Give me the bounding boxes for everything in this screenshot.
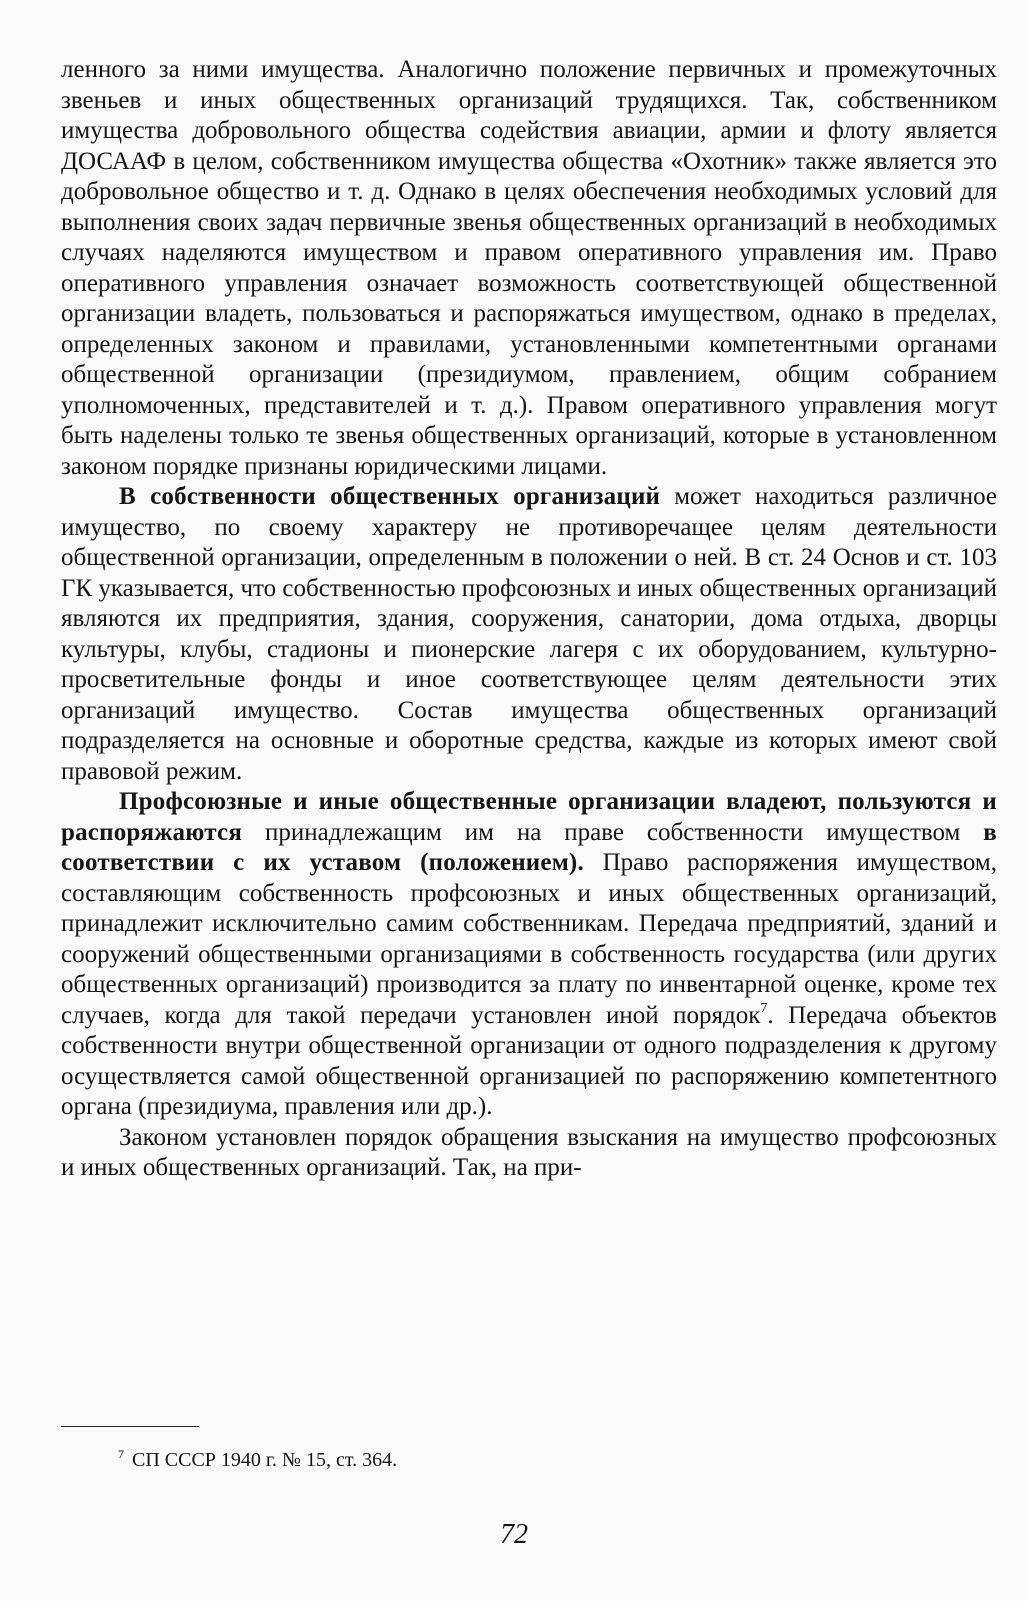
page-number: 72 (500, 1519, 528, 1550)
footnote-marker: 7 (118, 1447, 124, 1461)
paragraph (61, 55, 997, 482)
paragraph-text: может находиться различное имущество, по своему характеру не противоречащее целям деятельности общественной организации, определенным в положении о ней. В ст. 24 Основ и ст. 103 ГК указывается, что собственностью профсоюзных и иных общественных организаций являются их предприятия, здания, сооружения, санатории, дома отдыха, дворцы культуры, клубы, стадионы и пионерские лагеря с их оборудованием, культурно-просветительные фонды и иное соответствующее целям деятельности этих организаций имущество. Состав имущества общественных организаций подразделяется на основные и оборотные средства, каждые из которых имеют свой правовой режим. (61, 483, 998, 785)
body-text (61, 55, 997, 1184)
emphasized-text: в соответствии с их уставом (положением). (61, 818, 997, 876)
paragraph-text: Законом установлен порядок обращения взыскания на имущество профсоюзных и иных общественных организаций. Так, на при- (61, 1123, 997, 1181)
paragraph-text: ленного за ними имущества. Аналогично положение первичных и промежуточных звеньев и иных общественных организаций трудящихся. Так, собственником имущества добровольного общества содействия авиации, армии и флоту является ДОСААФ в целом, собственником имущества общества «Охотник» также является это добровольное общество и т. д. Однако в целях обеспечения необходимых условий для выполнения своих задач первичные звенья общественных организаций в необходимых случаях наделяются имуществом и правом оперативного управления им. Право оперативного управления означает возможность соответствующей общественной организации владеть, пользоваться и распоряжаться имуществом, однако в пределах, определенных законом и правилами, установленными компетентными органами общественной организации (президиумом, правлением, общим собранием уполномоченных, представителей и т. д.). Правом оперативного управления могут быть наделены только те звенья общественных организаций, которые в установленном законом порядке признаны юридическими лицами. (61, 56, 997, 480)
footnote-reference: 7 (760, 1000, 768, 1016)
paragraph-text: Право распоряжения имуществом, составляющим собственность профсоюзных и иных общественных организаций, принадлежит исключительно самим собственникам. Передача предприятий, зданий и сооружений общественными организациями в собственность государства (или других общественных организаций) производится за плату по инвентарной оценке, кроме тех случаев, когда для такой передачи установлен иной порядок (61, 849, 997, 1029)
paragraph (61, 482, 997, 787)
paragraph-text: . Передача объектов собственности внутри общественной организации от одного подразделения к другому осуществляется самой общественной организацией по распоряжению компетентного органа (президиума, правления или др.). (61, 1001, 997, 1120)
footnote (118, 1442, 818, 1472)
footnote-text: СП СССР 1940 г. № 15, ст. 364. (132, 1449, 398, 1471)
footnote-divider (61, 1426, 199, 1427)
emphasized-text: Профсоюзные и иные общественные организации владеют, пользуются и распоряжаются (61, 788, 997, 846)
paragraph (61, 1123, 997, 1184)
paragraph-text: принадлежащим им на праве собственности имуществом (242, 818, 984, 846)
paragraph (61, 787, 997, 1123)
emphasized-text: В собственности общественных организаций (119, 483, 661, 510)
